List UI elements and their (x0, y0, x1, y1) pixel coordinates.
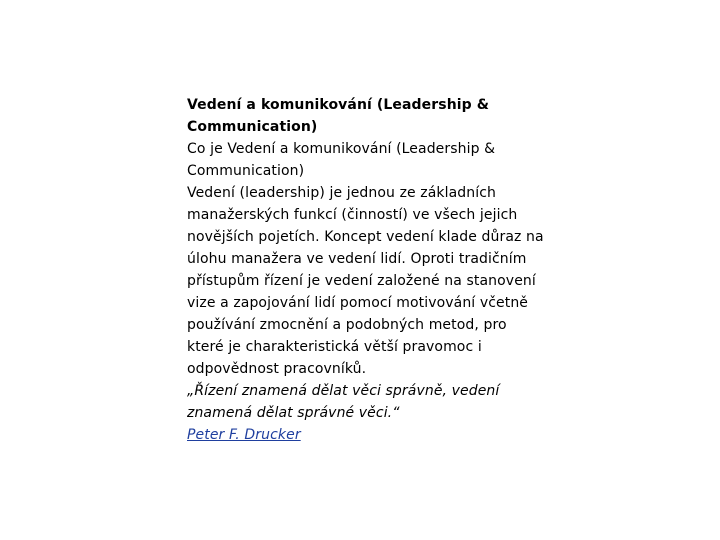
document-body: Vedení (leadership) je jednou ze základních manažerských funkcí (činností) ve všech jejich novějších pojetích. Koncept vedení klade důraz na úlohu manažera ve vedení lidí. Oproti tradičním přístupům řízení je vedení založené na stanovení vize a zapojování lidí pomocí motivování včetně používání zmocnění a podobných metod, pro které je charakteristická větší pravomoc i odpovědnost pracovníků. (187, 185, 544, 377)
author-link[interactable]: Peter F. Drucker (187, 427, 301, 443)
document-subtitle: Co je Vedení a komunikování (Leadership & Communication) (187, 141, 496, 179)
quote-text: „Řízení znamená dělat věci správně, vedení znamená dělat správné věci.“ (187, 383, 500, 421)
quote-author (187, 424, 547, 446)
document-content (187, 94, 547, 446)
document-title: Vedení a komunikování (Leadership & Communication) (187, 97, 490, 135)
